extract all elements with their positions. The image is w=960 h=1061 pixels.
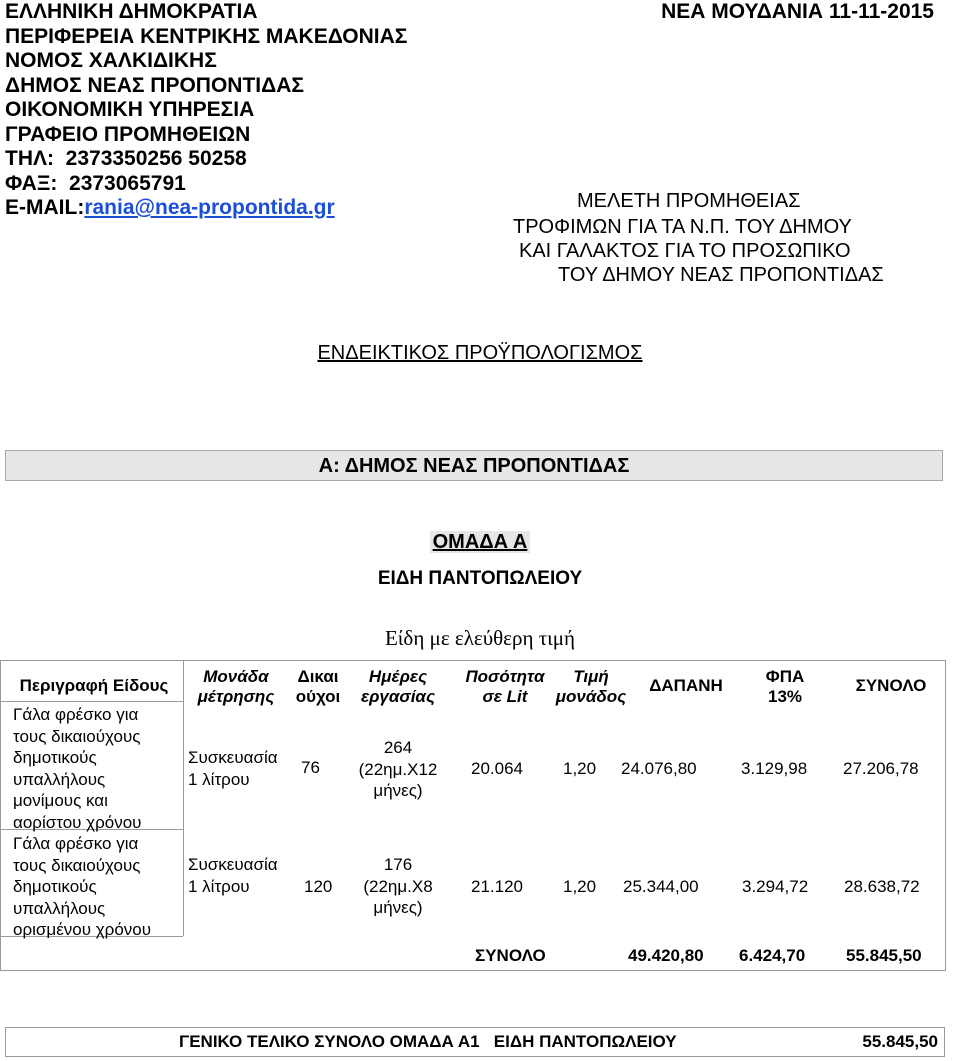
budget-title: ΕΝΔΕΙΚΤΙΚΟΣ ΠΡΟΫΠΟΛΟΓΙΣΜΟΣ <box>317 342 643 364</box>
study-title-line-3: ΚΑΙ ΓΑΛΑΚΤΟΣ ΓΙΑ ΤΟ ΠΡΟΣΩΠΙΚΟ <box>519 240 851 262</box>
column-divider <box>183 661 184 936</box>
grand-total-row <box>5 1027 945 1057</box>
grand-total-label: ΓΕΝΙΚΟ ΤΕΛΙΚΟ ΣΥΝΟΛΟ ΟΜΑΔΑ Α1 ΕΙΔΗ ΠΑΝΤΟΠΩΛΕΙΟΥ <box>179 1032 677 1051</box>
header-days: Ημέρες εργασίας <box>360 667 436 706</box>
table-row-1-total: 27.206,78 <box>843 759 919 778</box>
header-line-6: ΓΡΑΦΕΙΟ ΠΡΟΜΗΘΕΙΩΝ <box>5 122 251 146</box>
header-cost: ΔΑΠΑΝΗ <box>649 676 723 695</box>
category-title: ΕΙΔΗ ΠΑΝΤΟΠΩΛΕΙΟΥ <box>377 568 583 589</box>
header-total: ΣΥΝΟΛΟ <box>855 676 927 695</box>
table-row-1-quantity: 20.064 <box>471 759 523 778</box>
table-row-2-days: 176 (22ημ.Χ8 μήνες) <box>363 855 433 917</box>
table-row-2-unit: Συσκευασία 1 λίτρου <box>188 855 278 896</box>
table-row-2-vat: 3.294,72 <box>742 877 809 896</box>
header-unit-price: Τιμή μονάδος <box>555 667 627 706</box>
study-title-line-2: ΤΡΟΦΙΜΩΝ ΓΙΑ ΤΑ Ν.Π. ΤΟΥ ΔΗΜΟΥ <box>513 216 852 238</box>
table-row-2-unit-price: 1,20 <box>563 877 597 896</box>
header-line-5: ΟΙΚΟΝΟΜΙΚΗ ΥΠΗΡΕΣΙΑ <box>5 98 255 121</box>
table-row-2-description: Γάλα φρέσκο για τους δικαιούχους δημοτικούς υπαλλήλους ορισμένου χρόνου <box>13 834 152 939</box>
table-row-1-cost: 24.076,80 <box>621 759 697 778</box>
budget-table <box>0 660 946 971</box>
header-line-4: ΔΗΜΟΣ ΝΕΑΣ ΠΡΟΠΟΝΤΙΔΑΣ <box>5 73 304 97</box>
table-row-1-days: 264 (22ημ.Χ12 μήνες) <box>358 738 438 800</box>
header-description: Περιγραφή Είδους <box>19 676 169 695</box>
email-label: E-MAIL: <box>5 196 85 219</box>
table-totals-vat: 6.424,70 <box>739 946 806 965</box>
study-title-line-1: ΜΕΛΕΤΗ ΠΡΟΜΗΘΕΙΑΣ <box>577 190 801 212</box>
section-bar <box>5 450 943 481</box>
grand-total-amount: 55.845,50 <box>862 1032 938 1051</box>
table-row-1-description: Γάλα φρέσκο για τους δικαιούχους δημοτικούς υπαλλήλους μονίμους και αορίστου χρόνου <box>13 705 142 832</box>
phone-line: ΤΗΛ: 2373350256 50258 <box>5 147 247 170</box>
group-label: ΟΜΑΔΑ Α <box>430 531 531 553</box>
table-row-2-eligible: 120 <box>304 877 333 896</box>
group-title <box>0 531 960 554</box>
header-unit: Μονάδα μέτρησης <box>197 667 275 706</box>
table-row-1-vat: 3.129,98 <box>741 759 808 778</box>
fax-line: ΦΑΞ: 2373065791 <box>5 171 186 195</box>
table-row-2-cost: 25.344,00 <box>623 877 699 896</box>
table-row-1-unit-price: 1,20 <box>563 759 597 778</box>
header-line-1: ΕΛΛΗΝΙΚΗ ΔΗΜΟΚΡΑΤΙΑ <box>5 0 258 23</box>
issuer-header <box>5 0 407 221</box>
header-quantity: Ποσότητα σε Lit <box>465 667 545 706</box>
table-row-2-quantity: 21.120 <box>471 877 523 896</box>
header-line-3: ΝΟΜΟΣ ΧΑΛΚΙΔΙΚΗΣ <box>5 49 217 72</box>
table-totals-total: 55.845,50 <box>846 946 922 965</box>
email-line <box>5 196 407 221</box>
document-date: ΝΕΑ ΜΟΥΔΑΝΙΑ 11-11-2015 <box>661 0 934 23</box>
free-price-note: Είδη με ελεύθερη τιμή <box>384 626 576 650</box>
table-totals-label: ΣΥΝΟΛΟ <box>475 946 546 965</box>
table-row-1-eligible: 76 <box>301 758 320 777</box>
section-bar-label: Α: ΔΗΜΟΣ ΝΕΑΣ ΠΡΟΠΟΝΤΙΔΑΣ <box>318 455 630 477</box>
header-eligible: Δικαι ούχοι <box>295 667 341 706</box>
table-row-1-unit: Συσκευασία 1 λίτρου <box>188 748 278 789</box>
header-line-2: ΠΕΡΙΦΕΡΕΙΑ ΚΕΝΤΡΙΚΗΣ ΜΑΚΕΔΟΝΙΑΣ <box>5 24 408 48</box>
study-title-line-4: ΤΟΥ ΔΗΜΟΥ ΝΕΑΣ ΠΡΟΠΟΝΤΙΔΑΣ <box>558 264 884 286</box>
table-row-2-total: 28.638,72 <box>844 877 920 896</box>
header-underline <box>1 701 183 702</box>
table-totals-cost: 49.420,80 <box>628 946 704 965</box>
email-link[interactable]: rania@nea-propontida.gr <box>84 196 335 219</box>
header-vat: ΦΠΑ 13% <box>765 667 805 706</box>
